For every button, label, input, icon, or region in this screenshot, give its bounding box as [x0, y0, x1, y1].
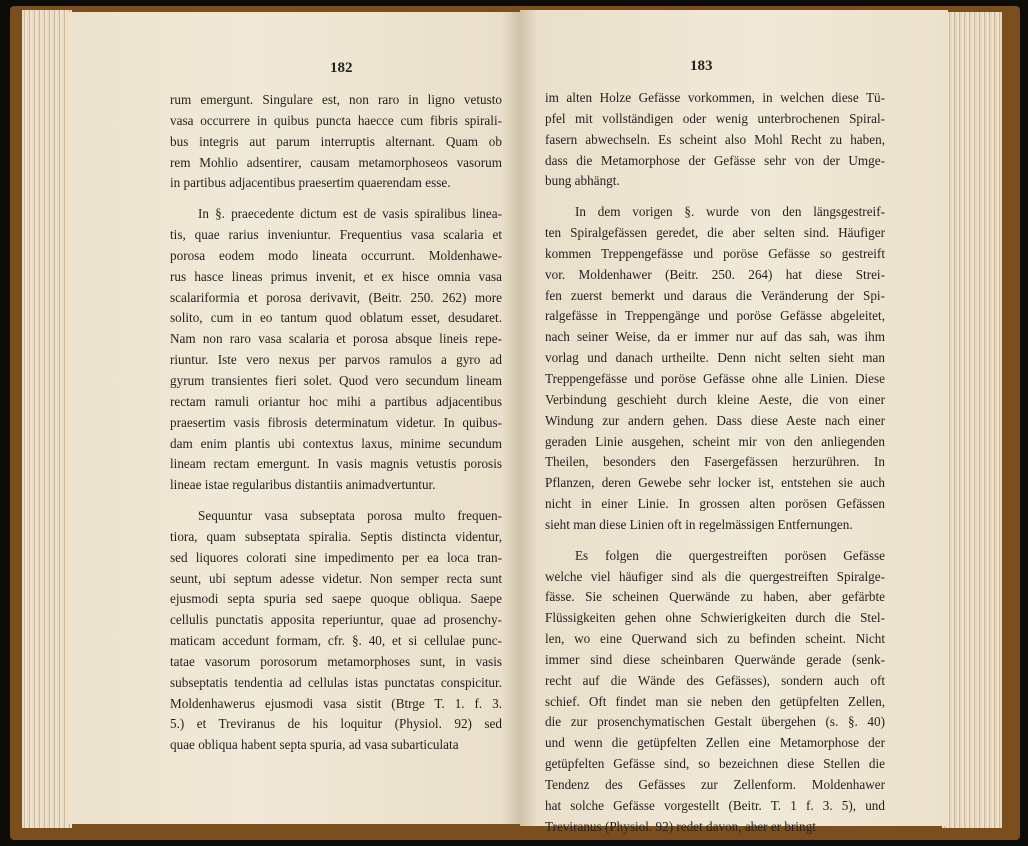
paragraph — [170, 506, 502, 756]
text-line: recht auf die Wände des Gefässes), sondern auch oft — [545, 672, 885, 688]
text-line: Sequuntur vasa subseptata porosa multo frequen- — [198, 508, 502, 524]
text-line: und wenn die getüpfelten Zellen eine Metamorphose der — [545, 735, 885, 751]
text-line: maticam accedunt formam, cfr. §. 40, et si cellulae punc- — [170, 633, 502, 649]
text-line: Verbindung geschieht durch kleine Aeste, die von einer — [545, 391, 885, 407]
text-line: praesertim vasis fibrosis determinatum videtur. In quibus- — [170, 414, 502, 430]
text-line: vorlag und danach urtheilte. Denn nicht selten sieht man — [545, 350, 885, 366]
text-line: Pflanzen, deren Gewebe sehr locker ist, entstehen sie auch — [545, 475, 885, 491]
text-line: tatae vasorum porosorum metamorphoses sunt, in vasis — [170, 653, 502, 669]
paragraph — [545, 202, 885, 536]
text-line: immer sind diese scheinbaren Querwände gerade (senk- — [545, 651, 885, 667]
text-line: ralgefässe in Treppengänge und poröse Gefässe abgeleitet, — [545, 308, 885, 324]
text-line: quae obliqua habent septa spuria, ad vasa subarticulata — [170, 737, 459, 753]
text-line: vor. Moldenhawer (Beitr. 250. 264) hat diese Strei- — [545, 266, 885, 282]
text-line: schief. Oft findet man sie neben den getüpfelten Zellen, — [545, 693, 885, 709]
paragraph-gap — [545, 192, 885, 202]
text-line: geraden Linie ausgehen, scheint mir von den anliegenden — [545, 433, 885, 449]
text-line: vasa occurrere in quibus puncta haecce cum fibris spirali- — [170, 112, 502, 128]
text-line: ten Spiralgefässen geredet, die aber selten sind. Häufiger — [545, 225, 885, 241]
text-line: Tendenz des Gefässes zur Zellenform. Moldenhawer — [545, 777, 885, 792]
text-line: Treviranus (Physiol. 92) redet davon, aber er bringt — [545, 818, 816, 834]
text-line: gyrum transientes fieri solet. Quod vero secundum lineam — [170, 372, 502, 388]
text-line: len, wo eine Querwand sich zu befinden scheint. Nicht — [545, 631, 885, 647]
text-line: welche viel häufiger sind als die quergestreiften Spiralge- — [545, 568, 885, 584]
paragraph — [170, 204, 502, 496]
text-line: In dem vorigen §. wurde von den längsgestreif- — [575, 204, 885, 220]
text-line: fässe. Sie scheinen Querwände zu haben, aber gefärbte — [545, 589, 885, 605]
text-line: Treppengefässe und poröse Gefässe ohne alle Linien. Diese — [545, 370, 885, 386]
text-line: bus integris aut parum interruptis alternant. Quam ob — [170, 133, 502, 149]
text-line: im alten Holze Gefässe vorkommen, in welchen diese Tü- — [545, 90, 885, 105]
text-line: die zur prosenchymatischen Gestalt übergehen (s. §. 40) — [545, 714, 885, 730]
left-page — [68, 12, 520, 824]
page-number: 182 — [330, 60, 353, 76]
text-line: In §. praecedente dictum est de vasis spiralibus linea- — [198, 206, 502, 222]
paragraph-gap — [170, 194, 502, 204]
text-line: getüpfelten Gefässe sind, so bezeichnen diese Stellen die — [545, 756, 885, 772]
paragraph — [545, 88, 885, 192]
text-line: rectam ramuli oriantur hoc mihi a partibus adjacentibus — [170, 393, 502, 409]
text-line: rum emergunt. Singulare est, non raro in ligno vetusto — [170, 92, 502, 107]
text-line: pfel mit vollständigen oder wenig unterbrochenen Spiral- — [545, 110, 885, 126]
text-line: Es folgen die quergestreiften porösen Gefässe — [575, 547, 885, 563]
page-text — [170, 90, 502, 756]
text-line: tiora, quam subseptata spiralia. Septis distincta videntur, — [170, 528, 502, 544]
text-line: lineae istae regularibus distantiis animadvertuntur. — [170, 477, 436, 493]
text-line: hat solche Gefässe vorgestellt (Beitr. T. 1 f. 3. 5), und — [545, 797, 885, 813]
text-line: nach seiner Weise, da er immer nur auf das sah, was ihm — [545, 329, 885, 345]
page-edges-right — [942, 12, 1002, 828]
text-line: fen zuerst bemerkt und daraus die Veränderung der Spi- — [545, 287, 885, 303]
paragraph-gap — [170, 496, 502, 506]
text-line: rus hasce lineas primus invenit, et ex hisce omnia vasa — [170, 268, 502, 284]
text-line: ejusmodi septa spuria sed saepe quoque obliqua. Saepe — [170, 591, 502, 607]
text-line: riuntur. Iste vero nexus per parvos ramulos a gyro ad — [170, 352, 502, 368]
text-line: solito, cum in eo tantum quod oblatum esset, desudaret. — [170, 310, 502, 326]
text-line: Flüssigkeiten gehen ohne Schwierigkeiten durch die Stel- — [545, 610, 885, 626]
text-line: sed liquores colorati sine impedimento per ea loca tran- — [170, 549, 502, 565]
text-line: Moldenhawerus ejusmodi vasa sistit (Btrge T. 1. f. 3. — [170, 695, 502, 711]
text-line: nicht in einer Linie. In grossen alten porösen Gefässen — [545, 496, 885, 512]
text-line: Windung zur andern gehen. Dass diese Aeste nach einer — [545, 412, 885, 428]
text-line: tis, quae rarius inveniuntur. Frequentius vasa scalaria et — [170, 227, 502, 243]
text-line: kommen Treppengefässe und poröse Gefässe so gestreift — [545, 245, 885, 261]
text-line: cellulis punctatis apposita reperiuntur, quae ad prosenchy- — [170, 612, 502, 628]
paragraph — [545, 546, 885, 838]
text-line: fasern abwechseln. Es scheint also Mohl Recht zu haben, — [545, 131, 885, 147]
page-number: 183 — [690, 58, 713, 74]
text-line: in partibus adjacentibus praesertim quaerendam esse. — [170, 175, 451, 191]
text-line: rem Mohlio adsentirer, causam metamorphoseos vasorum — [170, 154, 502, 170]
paragraph-gap — [545, 536, 885, 546]
page-text — [545, 88, 885, 838]
text-line: dass die Metamorphose der Gefässe sehr von der Umge- — [545, 152, 885, 168]
text-line: lineam rectam emergunt. In vasis magnis vetustis porosis — [170, 456, 502, 472]
text-line: subseptatis tendentia ad cellulas istas punctatas conspicitur. — [170, 674, 502, 690]
text-line: Nam non raro vasa scalaria et porosa absque lineis repe- — [170, 331, 502, 347]
text-line: 5.) et Treviranus de his loquitur (Physiol. 92) sed — [170, 716, 502, 732]
text-line: bung abhängt. — [545, 173, 620, 189]
text-line: sieht man diese Linien oft in regelmässigen Entfernungen. — [545, 516, 853, 532]
text-line: scalariformia et porosa derivavit, (Beitr. 250. 262) more — [170, 289, 502, 305]
text-line: dam enim plantis ubi contextus laxus, minime secundum — [170, 435, 502, 451]
right-page — [520, 10, 948, 834]
text-line: seunt, ubi septum adesse videtur. Non semper recta sunt — [170, 570, 502, 586]
text-line: porosa eodem modo lineata occurrunt. Moldenhawe- — [170, 247, 502, 263]
page-edges-left — [22, 10, 72, 828]
paragraph — [170, 90, 502, 194]
text-line: Theilen, besonders den Fasergefässen herzurühren. In — [545, 454, 885, 470]
